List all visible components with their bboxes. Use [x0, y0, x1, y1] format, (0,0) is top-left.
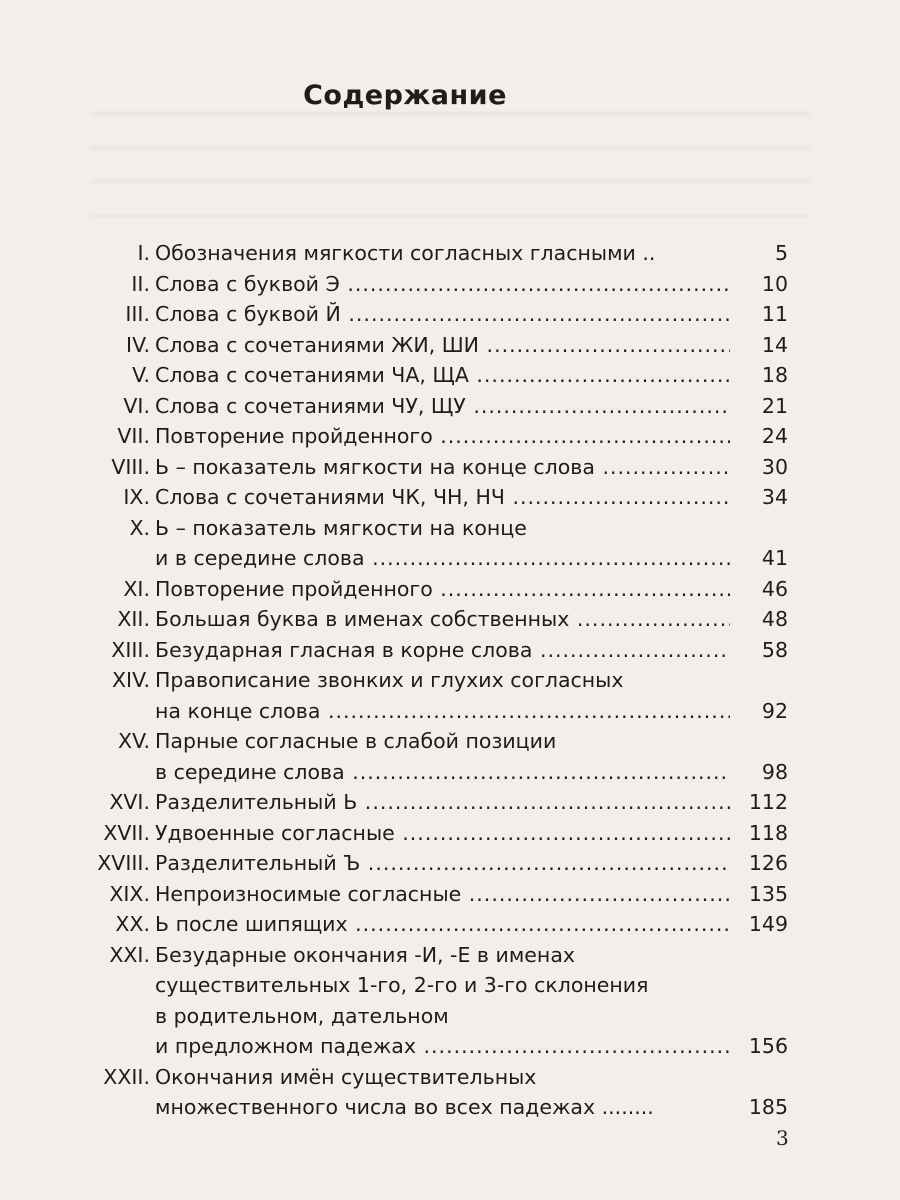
page-ref: 156 — [748, 1034, 788, 1058]
section-title: в середине слова ..... — [155, 757, 730, 788]
page-ref: 118 — [748, 820, 788, 845]
section-number: VI. — [123, 393, 150, 418]
section-number: XVII. — [103, 820, 150, 845]
section-title: Повторение пройденного ..... — [155, 574, 730, 605]
toc-entry — [0, 787, 900, 818]
section-number: I. — [137, 241, 150, 265]
section-title: Слова с буквой Й ..... — [155, 299, 730, 330]
toc-line — [0, 1092, 900, 1123]
toc-entry — [0, 879, 900, 910]
toc-line — [0, 269, 900, 300]
toc-line — [0, 1062, 900, 1093]
toc-line — [0, 330, 900, 361]
toc-entry — [0, 360, 900, 391]
toc-entry — [0, 452, 900, 483]
toc-line — [0, 818, 900, 849]
section-title: Разделительный Ь ..... — [155, 787, 730, 818]
section-title: Непроизносимые согласные ..... — [155, 879, 730, 910]
toc-entry — [0, 482, 900, 513]
toc-entry — [0, 330, 900, 361]
toc-line — [0, 970, 900, 1001]
page-number: 3 — [776, 1126, 789, 1150]
section-title: и предложном падежах ..... — [155, 1031, 730, 1062]
toc-line — [0, 391, 900, 422]
toc-line — [0, 1001, 900, 1032]
section-number: X. — [129, 515, 150, 540]
section-title: Безударная гласная в корне слова ..... — [155, 635, 730, 666]
page-ref: 11 — [761, 302, 788, 326]
section-title: множественного числа во всех падежах ........ — [155, 1095, 654, 1119]
section-number: XV. — [118, 729, 150, 753]
section-title: существительных 1-го, 2-го и 3-го склонения — [155, 973, 649, 997]
section-number: XIX. — [109, 881, 150, 906]
toc-line — [0, 696, 900, 727]
page-ref: 18 — [761, 363, 788, 387]
toc-entry — [0, 818, 900, 849]
section-title: Удвоенные согласные ..... — [155, 818, 730, 849]
page-ref: 41 — [761, 546, 788, 570]
page-ref: 30 — [761, 454, 788, 479]
toc-line — [0, 848, 900, 879]
section-number: XIV. — [112, 668, 150, 692]
toc-line — [0, 909, 900, 940]
toc-line — [0, 787, 900, 818]
page-ref: 126 — [748, 851, 788, 875]
section-title: Слова с буквой Э ..... — [155, 269, 730, 300]
toc-line — [0, 574, 900, 605]
section-number: XII. — [117, 607, 150, 631]
section-title: Слова с сочетаниями ЖИ, ШИ ..... — [155, 330, 730, 361]
section-title: Слова с сочетаниями ЧА, ЩА ..... — [155, 360, 730, 391]
section-title: Безударные окончания -И, -Е в именах — [155, 942, 576, 967]
section-number: XXI. — [109, 942, 150, 967]
section-number: XVI. — [109, 790, 150, 814]
toc-line — [0, 726, 900, 757]
page-title: Содержание — [303, 80, 507, 111]
section-number: VIII. — [111, 454, 150, 479]
toc-entry — [0, 665, 900, 726]
toc-entry — [0, 909, 900, 940]
page-ref: 112 — [748, 790, 788, 814]
section-number: XVIII. — [97, 851, 150, 875]
toc-entry — [0, 299, 900, 330]
toc-entry — [0, 574, 900, 605]
section-title: Ь после шипящих ..... — [155, 909, 730, 940]
section-title: Обозначения мягкости согласных гласными .. — [155, 241, 656, 265]
page-ref: 14 — [761, 332, 788, 357]
section-number: V. — [132, 363, 150, 387]
section-title: Ь – показатель мягкости на конце слова ..... — [155, 452, 730, 483]
section-title: Слова с сочетаниями ЧУ, ЩУ ..... — [155, 391, 730, 422]
section-number: IV. — [126, 332, 150, 357]
toc-line — [0, 299, 900, 330]
table-of-contents — [0, 238, 900, 1123]
toc-entry — [0, 940, 900, 1062]
page-ref: 92 — [761, 698, 788, 723]
toc-line — [0, 940, 900, 971]
toc-line — [0, 238, 900, 269]
section-title: Большая буква в именах собственных ..... — [155, 604, 730, 635]
page-ref: 58 — [761, 637, 788, 662]
section-title: Повторение пройденного ..... — [155, 421, 730, 452]
toc-entry — [0, 848, 900, 879]
page-ref: 98 — [761, 759, 788, 784]
toc-line — [0, 452, 900, 483]
toc-line — [0, 665, 900, 696]
page-ref: 185 — [748, 1095, 788, 1119]
section-title: Слова с сочетаниями ЧК, ЧН, НЧ ..... — [155, 482, 730, 513]
page-ref: 24 — [761, 424, 788, 448]
section-number: XXII. — [103, 1064, 150, 1089]
section-number: III. — [125, 302, 150, 326]
page-ref: 10 — [761, 271, 788, 296]
section-title: Окончания имён существительных — [155, 1064, 537, 1089]
toc-line — [0, 421, 900, 452]
toc-entry — [0, 726, 900, 787]
section-title: и в середине слова ..... — [155, 543, 730, 574]
section-title: Правописание звонких и глухих согласных — [155, 668, 624, 692]
section-number: XI. — [123, 576, 150, 601]
toc-entry — [0, 1062, 900, 1123]
toc-line — [0, 757, 900, 788]
toc-line — [0, 879, 900, 910]
page-ref: 34 — [761, 485, 788, 509]
section-title: на конце слова ..... — [155, 696, 730, 727]
page-ref: 149 — [748, 912, 788, 936]
toc-line — [0, 513, 900, 544]
section-title: в родительном, дательном — [155, 1003, 449, 1028]
toc-entry — [0, 269, 900, 300]
page-ref: 21 — [761, 393, 788, 418]
section-number: XIII. — [111, 637, 150, 662]
section-title: Ь – показатель мягкости на конце — [155, 515, 527, 540]
section-number: XX. — [115, 912, 150, 936]
toc-line — [0, 482, 900, 513]
toc-line — [0, 604, 900, 635]
section-number: II. — [131, 271, 150, 296]
toc-line — [0, 360, 900, 391]
page-ref: 135 — [748, 881, 788, 906]
section-title: Парные согласные в слабой позиции — [155, 729, 557, 753]
toc-entry — [0, 513, 900, 574]
section-number: VII. — [117, 424, 150, 448]
section-number: IX. — [123, 485, 150, 509]
toc-line — [0, 543, 900, 574]
page-ref: 5 — [774, 241, 788, 265]
toc-line — [0, 1031, 900, 1062]
page-ref: 46 — [761, 576, 788, 601]
section-title: Разделительный Ъ ..... — [155, 848, 730, 879]
toc-entry — [0, 391, 900, 422]
toc-entry — [0, 635, 900, 666]
toc-line — [0, 635, 900, 666]
toc-entry — [0, 421, 900, 452]
toc-entry — [0, 604, 900, 635]
toc-entry — [0, 238, 900, 269]
page-ref: 48 — [761, 607, 788, 631]
